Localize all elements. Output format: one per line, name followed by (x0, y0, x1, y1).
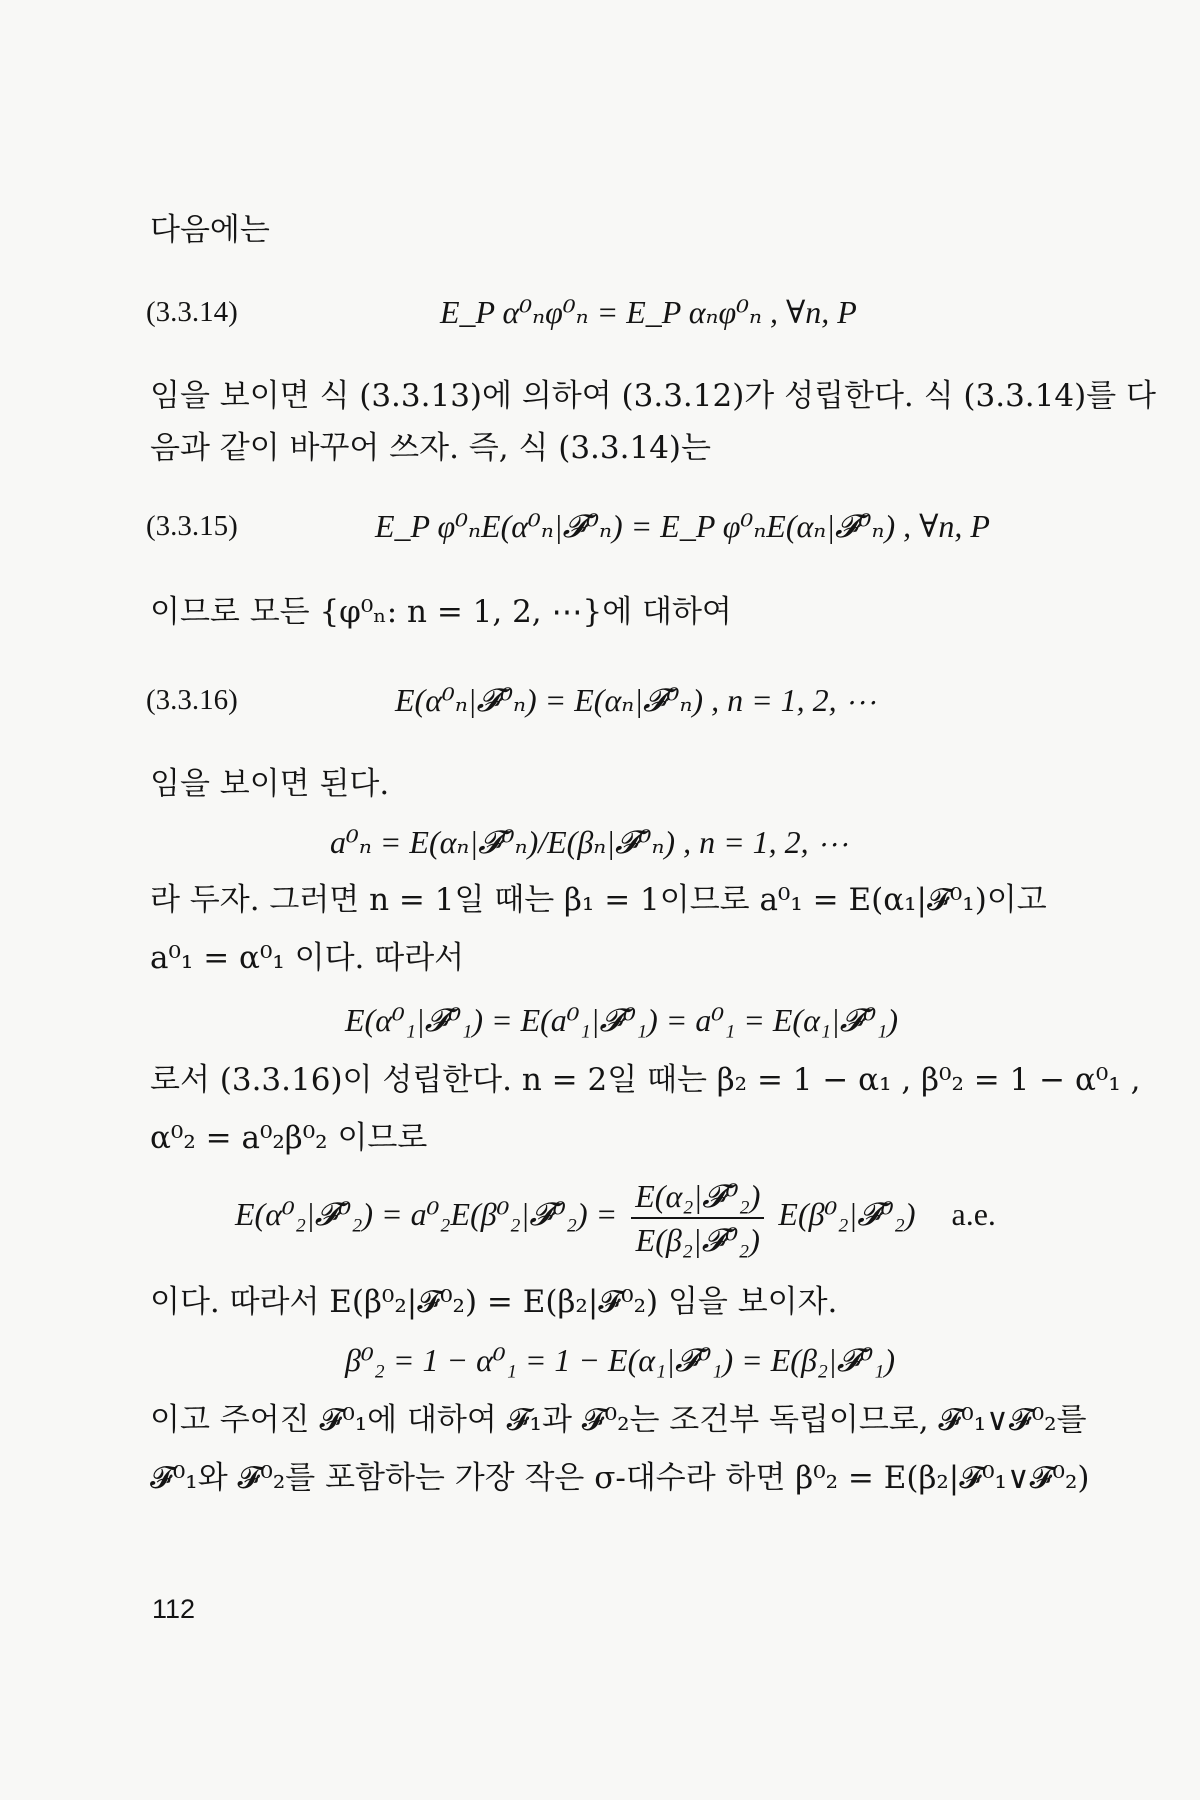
text-line: 임을 보이면 된다. (150, 766, 390, 802)
equation-number: (3.3.15) (146, 510, 238, 542)
text-line: 라 두자. 그러면 n = 1일 때는 β₁ = 1이므로 a⁰₁ = E(α₁|𝓕⁰₁)이고 (150, 882, 1047, 918)
page-number: 112 (152, 1594, 196, 1624)
equation: E(α⁰ₙ|𝓕⁰ₙ) = E(αₙ|𝓕⁰ₙ) , n = 1, 2, ⋯ (395, 682, 877, 718)
equation-right: E(β⁰₂|𝓕⁰₂) (778, 1196, 916, 1232)
equation: E(α⁰₁|𝓕⁰₁) = E(a⁰₁|𝓕⁰₁) = a⁰₁ = E(α₁|𝓕⁰₁) (345, 1002, 899, 1038)
text-line: 임을 보이면 식 (3.3.13)에 의하여 (3.3.12)가 성립한다. 식 (3.3.14)를 다 (150, 378, 1156, 414)
fraction-numerator: E(α₂|𝓕⁰₂) (631, 1177, 764, 1219)
text-line: 이다. 따라서 E(β⁰₂|𝓕⁰₂) = E(β₂|𝓕⁰₂) 임을 보이자. (150, 1284, 838, 1320)
text-line: 로서 (3.3.16)이 성립한다. n = 2일 때는 β₂ = 1 − α₁ , β⁰₂ = 1 − α⁰₁ , (150, 1062, 1141, 1098)
text-line: 𝓕⁰₁와 𝓕⁰₂를 포함하는 가장 작은 σ-대수라 하면 β⁰₂ = E(β₂|𝓕⁰₁∨𝓕⁰₂) (150, 1460, 1090, 1496)
equation: a⁰ₙ = E(αₙ|𝓕⁰ₙ)/E(βₙ|𝓕⁰ₙ) , n = 1, 2, ⋯ (330, 824, 849, 860)
equation: β⁰₂ = 1 − α⁰₁ = 1 − E(α₁|𝓕⁰₁) = E(β₂|𝓕⁰₁) (345, 1342, 896, 1378)
equation-number: (3.3.16) (146, 684, 238, 716)
equation-left: E(α⁰₂|𝓕⁰₂) = a⁰₂E(β⁰₂|𝓕⁰₂) = (235, 1196, 618, 1232)
text-line: 음과 같이 바꾸어 쓰자. 즉, 식 (3.3.14)는 (150, 430, 711, 466)
text-line: a⁰₁ = α⁰₁ 이다. 따라서 (150, 940, 465, 976)
text-line: 이고 주어진 𝓕⁰₁에 대하여 𝓕₁과 𝓕⁰₂는 조건부 독립이므로, 𝓕⁰₁∨𝓕⁰₂를 (150, 1402, 1087, 1438)
equation: E_P α⁰ₙφ⁰ₙ = E_P αₙφ⁰ₙ , ∀n, P (440, 294, 857, 330)
fraction (631, 1177, 764, 1259)
equation-number: (3.3.14) (146, 296, 238, 328)
text-line: 이므로 모든 {φ⁰ₙ: n = 1, 2, ⋯}에 대하여 (150, 594, 732, 630)
text-line: α⁰₂ = a⁰₂β⁰₂ 이므로 (150, 1120, 428, 1156)
text-line: 다음에는 (150, 212, 270, 248)
fraction-denominator: E(β₂|𝓕⁰₂) (635, 1221, 760, 1258)
almost-everywhere-label: a.e. (951, 1196, 996, 1232)
equation-fraction-line (235, 1174, 996, 1259)
equation: E_P φ⁰ₙE(α⁰ₙ|𝓕⁰ₙ) = E_P φ⁰ₙE(αₙ|𝓕⁰ₙ) , ∀n, P (375, 508, 990, 544)
